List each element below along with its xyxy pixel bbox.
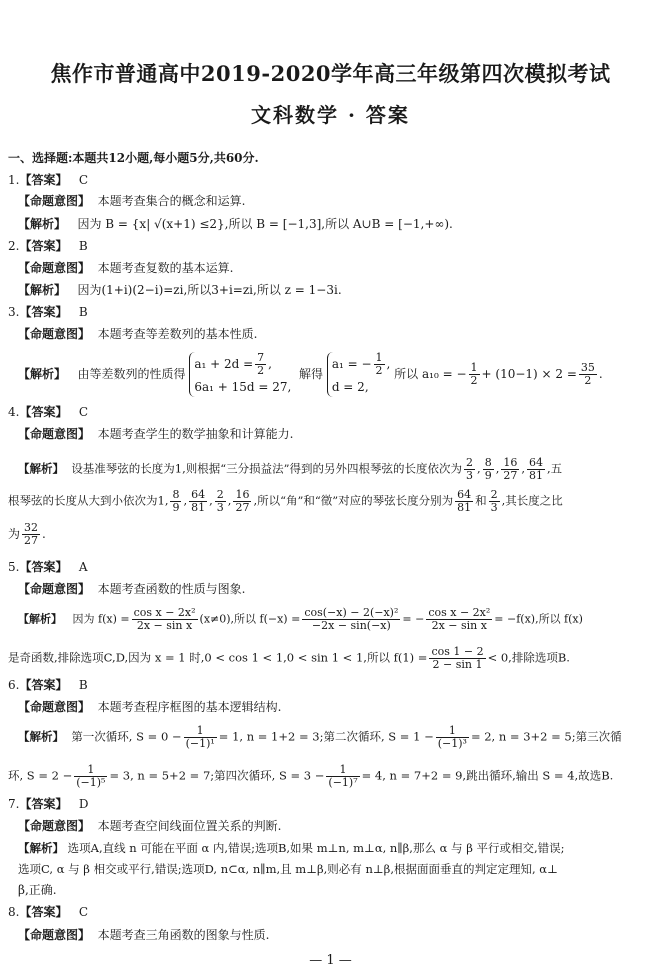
q4-analysis-line-3: 为 $\frac{32}{27}$ . — [8, 521, 46, 547]
q5-answer-line: 5.【答案】 A — [8, 560, 88, 574]
q5-intent-line: 【命题意图】 本题考查函数的性质与图象. — [18, 582, 246, 596]
equation-system-2: a₁ = − $\frac{1}{2}$ , d = 2, — [327, 352, 391, 397]
q5-analysis-line-2: 是奇函数,排除选项C,D,因为 x = 1 时,0 < cos 1 < 1,0 < sin 1 < 1,所以 f(1) = $\frac{\cos 1 - 2}{2 - \sin 1}$ < 0,排除选项B. — [8, 645, 570, 671]
q2-analysis-line: 【解析】 因为(1+i)(2−i)=zi,所以3+i=zi,所以 z = 1−3i. — [18, 283, 342, 297]
page-subtitle: 文科数学 · 答案 — [251, 103, 410, 127]
q6-intent-line: 【命题意图】 本题考查程序框图的基本逻辑结构. — [18, 700, 282, 714]
page-number: — 1 — — [309, 953, 352, 968]
section-heading: 一、选择题:本题共12小题,每小题5分,共60分. — [8, 151, 259, 165]
q1-intent-line: 【命题意图】 本题考查集合的概念和运算. — [18, 194, 246, 208]
q4-analysis-line-2: 根琴弦的长度从大到小依次为1, $\frac{8}{9}$ , $\frac{64}{81}$ , $\frac{2}{3}$ , $\frac{16}{27}$ ,所以“角”和“徵”对应的琴弦长度分别为 $\frac{64}{81}$ 和 $\frac{2}{3}$ ,其长度之比 — [8, 488, 563, 514]
q3-answer-line: 3.【答案】 B — [8, 305, 88, 319]
q6-analysis-line-1: 【解析】 第一次循环, S = 0 − $\frac{1}{\text{(−1)¹}}$ = 1, n = 1+2 = 3;第二次循环, S = 1 − $\frac{1}{\text{(−1)³}}$ = 2, n = 3+2 = 5;第三次循 — [18, 724, 622, 750]
q3-intent-line: 【命题意图】 本题考查等差数列的基本性质. — [18, 327, 258, 341]
q6-answer-line: 6.【答案】 B — [8, 678, 88, 692]
equation-system-1: a₁ + 2d = $\frac{7}{2}$ , 6a₁ + 15d = 27, — [189, 352, 291, 397]
q7-analysis-line-2: 选项C, α 与 β 相交或平行,错误;选项D, n⊂α, n∥m,且 m⊥β,则必有 n⊥β,根据面面垂直的判定定理知, α⊥ — [18, 862, 558, 876]
q4-analysis-line-1: 【解析】 设基准琴弦的长度为1,则根据“三分损益法”得到的另外四根琴弦的长度依次为 $\frac{2}{3}$ , $\frac{8}{9}$ , $\frac{16}{27}$ , $\frac{64}{81}$ ,五 — [18, 456, 563, 482]
page-title: 焦作市普通高中2019-2020学年高三年级第四次模拟考试 — [50, 61, 611, 86]
q3-analysis-line: 【解析】 由等差数列的性质得 a₁ + 2d = $\frac{7}{2}$ , 6a₁ + 15d = 27, 解得 a₁ = − $\frac{1}{2}$ , d = 2, 所以 a₁₀ = − $\frac{1}{2}$ + (10−1) × 2 = $\frac{35}{2}$ . — [18, 352, 655, 397]
q5-analysis-line-1: 【解析】 因为 f(x) = $\frac{\text{cos x − 2x²}}{\text{2x − sin x}}$ (x≠0),所以 f(−x) = $\frac{\text{cos(−x) − 2(−x)²}}{-2x - \sin(-x)}$ = − $\frac{\text{cos x − 2x²}}{\text{2x − sin x}}$ = −f(x),所以 f(x) — [18, 606, 583, 632]
q4-intent-line: 【命题意图】 本题考查学生的数学抽象和计算能力. — [18, 427, 294, 441]
q2-answer-line: 2.【答案】 B — [8, 239, 88, 253]
q2-intent-line: 【命题意图】 本题考查复数的基本运算. — [18, 261, 234, 275]
q7-analysis-line-1: 【解析】 选项A,直线 n 可能在平面 α 内,错误;选项B,如果 m⊥n, m⊥α, n∥β,那么 α 与 β 平行或相交,错误; — [18, 841, 565, 855]
q1-analysis-line: 【解析】 因为 B = {x| √(x+1) ≤2},所以 B = [−1,3],所以 A∪B = [−1,+∞). — [18, 217, 453, 231]
q8-intent-line: 【命题意图】 本题考查三角函数的图象与性质. — [18, 928, 270, 942]
q7-analysis-line-3: β,正确. — [18, 883, 57, 897]
q8-answer-line: 8.【答案】 C — [8, 905, 89, 919]
q6-analysis-line-2: 环, S = 2 − $\frac{1}{\text{(−1)⁵}}$ = 3, n = 5+2 = 7;第四次循环, S = 3 − $\frac{1}{\text{(−1)⁷}}$ = 4, n = 7+2 = 9,跳出循环,输出 S = 4,故选B. — [8, 763, 614, 789]
q1-answer-line: 1.【答案】 C — [8, 173, 89, 187]
q7-intent-line: 【命题意图】 本题考查空间线面位置关系的判断. — [18, 819, 282, 833]
q4-answer-line: 4.【答案】 C — [8, 405, 89, 419]
q7-answer-line: 7.【答案】 D — [8, 797, 89, 811]
